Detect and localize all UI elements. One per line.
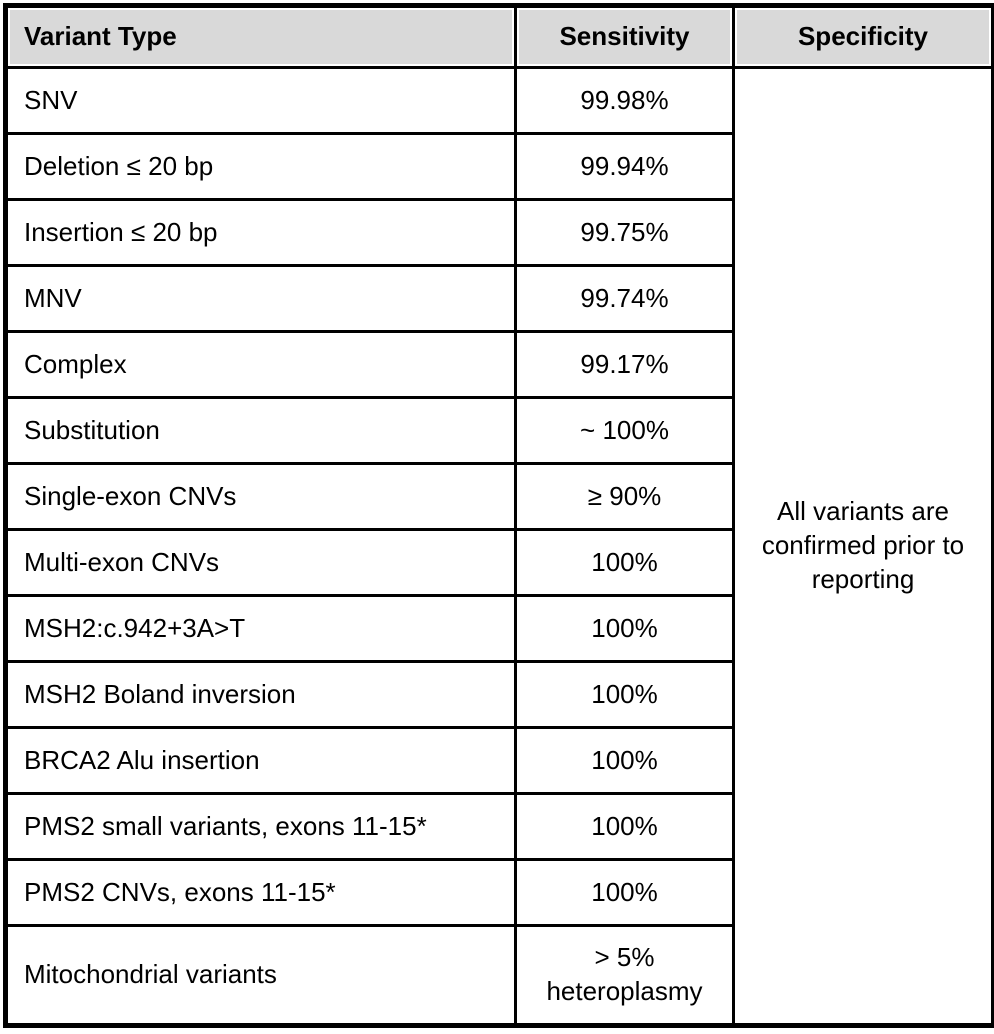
- sensitivity-cell: 99.98%: [516, 68, 734, 134]
- variant-type-cell: PMS2 small variants, exons 11-15*: [6, 794, 516, 860]
- variant-performance-table: [3, 3, 994, 1028]
- sensitivity-cell: 100%: [516, 860, 734, 926]
- header-specificity: Specificity: [734, 6, 994, 68]
- sensitivity-cell: 100%: [516, 530, 734, 596]
- variant-type-cell: Mitochondrial variants: [6, 926, 516, 1026]
- variant-type-cell: MSH2 Boland inversion: [6, 662, 516, 728]
- sensitivity-cell: 99.75%: [516, 200, 734, 266]
- variant-type-cell: MNV: [6, 266, 516, 332]
- sensitivity-cell: 99.17%: [516, 332, 734, 398]
- table-row: [6, 68, 994, 134]
- variant-type-cell: Deletion ≤ 20 bp: [6, 134, 516, 200]
- header-variant-type: Variant Type: [6, 6, 516, 68]
- sensitivity-cell: ≥ 90%: [516, 464, 734, 530]
- variant-type-cell: Insertion ≤ 20 bp: [6, 200, 516, 266]
- sensitivity-cell: 100%: [516, 662, 734, 728]
- variant-type-cell: Multi-exon CNVs: [6, 530, 516, 596]
- variant-type-cell: PMS2 CNVs, exons 11-15*: [6, 860, 516, 926]
- variant-type-cell: BRCA2 Alu insertion: [6, 728, 516, 794]
- sensitivity-cell: 100%: [516, 728, 734, 794]
- variant-type-cell: Complex: [6, 332, 516, 398]
- specificity-note-cell: All variants are confirmed prior to reporting: [734, 68, 994, 1026]
- sensitivity-cell: 99.94%: [516, 134, 734, 200]
- variant-type-cell: SNV: [6, 68, 516, 134]
- sensitivity-cell: 100%: [516, 794, 734, 860]
- sensitivity-cell: 100%: [516, 596, 734, 662]
- sensitivity-cell: ~ 100%: [516, 398, 734, 464]
- header-sensitivity: Sensitivity: [516, 6, 734, 68]
- variant-type-cell: Substitution: [6, 398, 516, 464]
- variant-type-cell: Single-exon CNVs: [6, 464, 516, 530]
- header-row: [6, 6, 994, 68]
- sensitivity-cell: 99.74%: [516, 266, 734, 332]
- variant-type-cell: MSH2:c.942+3A>T: [6, 596, 516, 662]
- sensitivity-cell: > 5% heteroplasmy: [516, 926, 734, 1026]
